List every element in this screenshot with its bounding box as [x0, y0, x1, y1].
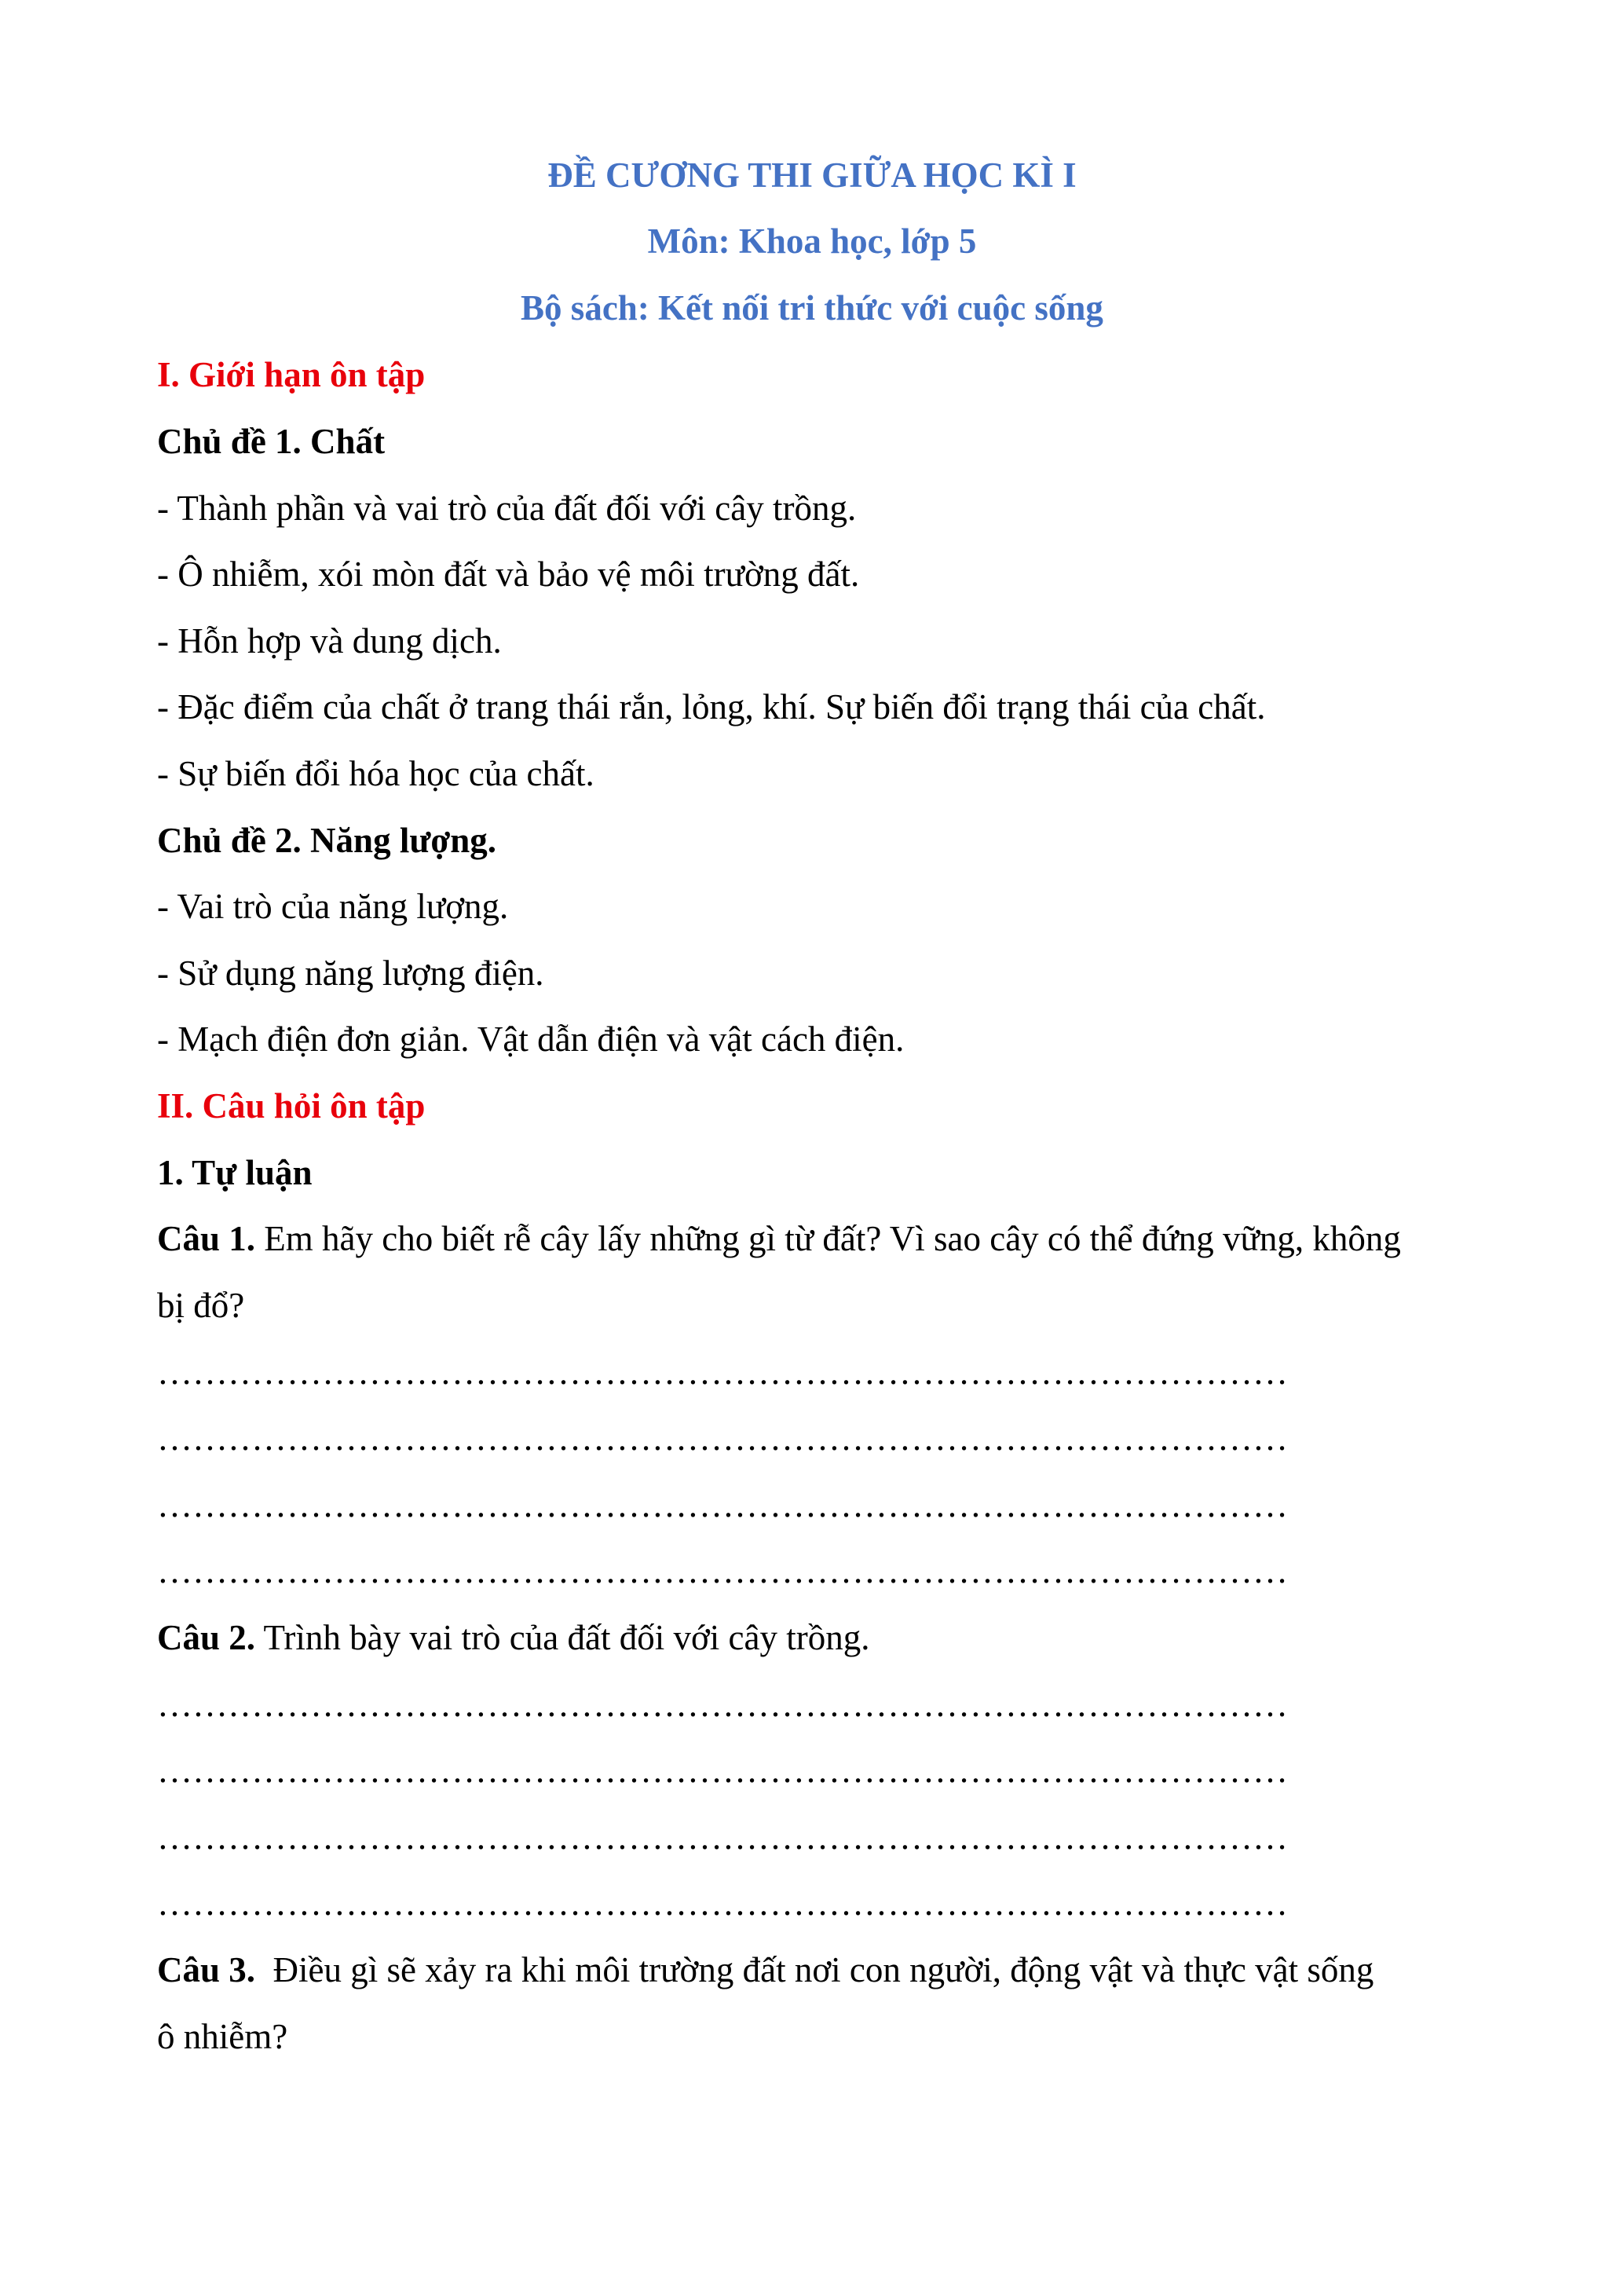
subject-line: Môn: Khoa học, lớp 5	[647, 221, 977, 261]
answer-line[interactable]: ……………………………………………………………………………………	[157, 1685, 1288, 1724]
answer-line[interactable]: ……………………………………………………………………………………	[157, 1352, 1288, 1392]
book-line: Bộ sách: Kết nối tri thức với cuộc sống	[521, 288, 1103, 328]
answer-line[interactable]: ……………………………………………………………………………………	[157, 1485, 1288, 1525]
answer-line[interactable]: ……………………………………………………………………………………	[157, 1551, 1288, 1590]
topic-2-item: - Mạch điện đơn giản. Vật dẫn điện và vật cách điện.	[157, 1019, 905, 1059]
document-title: ĐỀ CƯƠNG THI GIỮA HỌC KÌ I	[547, 156, 1077, 195]
answer-line[interactable]: ……………………………………………………………………………………	[157, 1883, 1288, 1923]
question-label: Câu 1.	[157, 1219, 256, 1258]
question-3-continued: ô nhiễm?	[157, 2017, 288, 2056]
answer-line[interactable]: ……………………………………………………………………………………	[157, 1817, 1288, 1857]
topic-1-item: - Hỗn hợp và dung dịch.	[157, 621, 502, 661]
question-text: Điều gì sẽ xảy ra khi môi trường đất nơi con người, động vật và thực vật sống	[255, 1950, 1374, 1989]
question-1	[157, 1215, 1401, 1262]
question-text: Em hãy cho biết rễ cây lấy những gì từ đất? Vì sao cây có thể đứng vững, không	[255, 1219, 1401, 1258]
answer-line[interactable]: ……………………………………………………………………………………	[157, 1418, 1288, 1458]
topic-2-item: - Sử dụng năng lượng điện.	[157, 954, 544, 993]
question-text: Trình bày vai trò của đất đối với cây trồng.	[255, 1618, 870, 1657]
topic-1-item: - Ô nhiễm, xói mòn đất và bảo vệ môi trường đất.	[157, 555, 860, 594]
topic-1-item: - Đặc điểm của chất ở trang thái rắn, lỏng, khí. Sự biến đổi trạng thái của chất.	[157, 687, 1266, 727]
topic-1-item: - Thành phần và vai trò của đất đối với cây trồng.	[157, 489, 857, 528]
topic-1-item: - Sự biến đổi hóa học của chất.	[157, 754, 594, 793]
part-1-title: 1. Tự luận	[157, 1153, 313, 1192]
question-label: Câu 2.	[157, 1618, 256, 1657]
topic-2-item: - Vai trò của năng lượng.	[157, 887, 509, 926]
question-3	[157, 1946, 1373, 1993]
section-1-heading: I. Giới hạn ôn tập	[157, 355, 426, 394]
question-label: Câu 3.	[157, 1950, 256, 1989]
answer-line[interactable]: ……………………………………………………………………………………	[157, 1751, 1288, 1790]
topic-1-title: Chủ đề 1. Chất	[157, 422, 386, 461]
question-2	[157, 1614, 869, 1661]
section-2-heading: II. Câu hỏi ôn tập	[157, 1086, 426, 1126]
topic-2-title: Chủ đề 2. Năng lượng.	[157, 821, 497, 860]
question-1-continued: bị đổ?	[157, 1286, 245, 1325]
